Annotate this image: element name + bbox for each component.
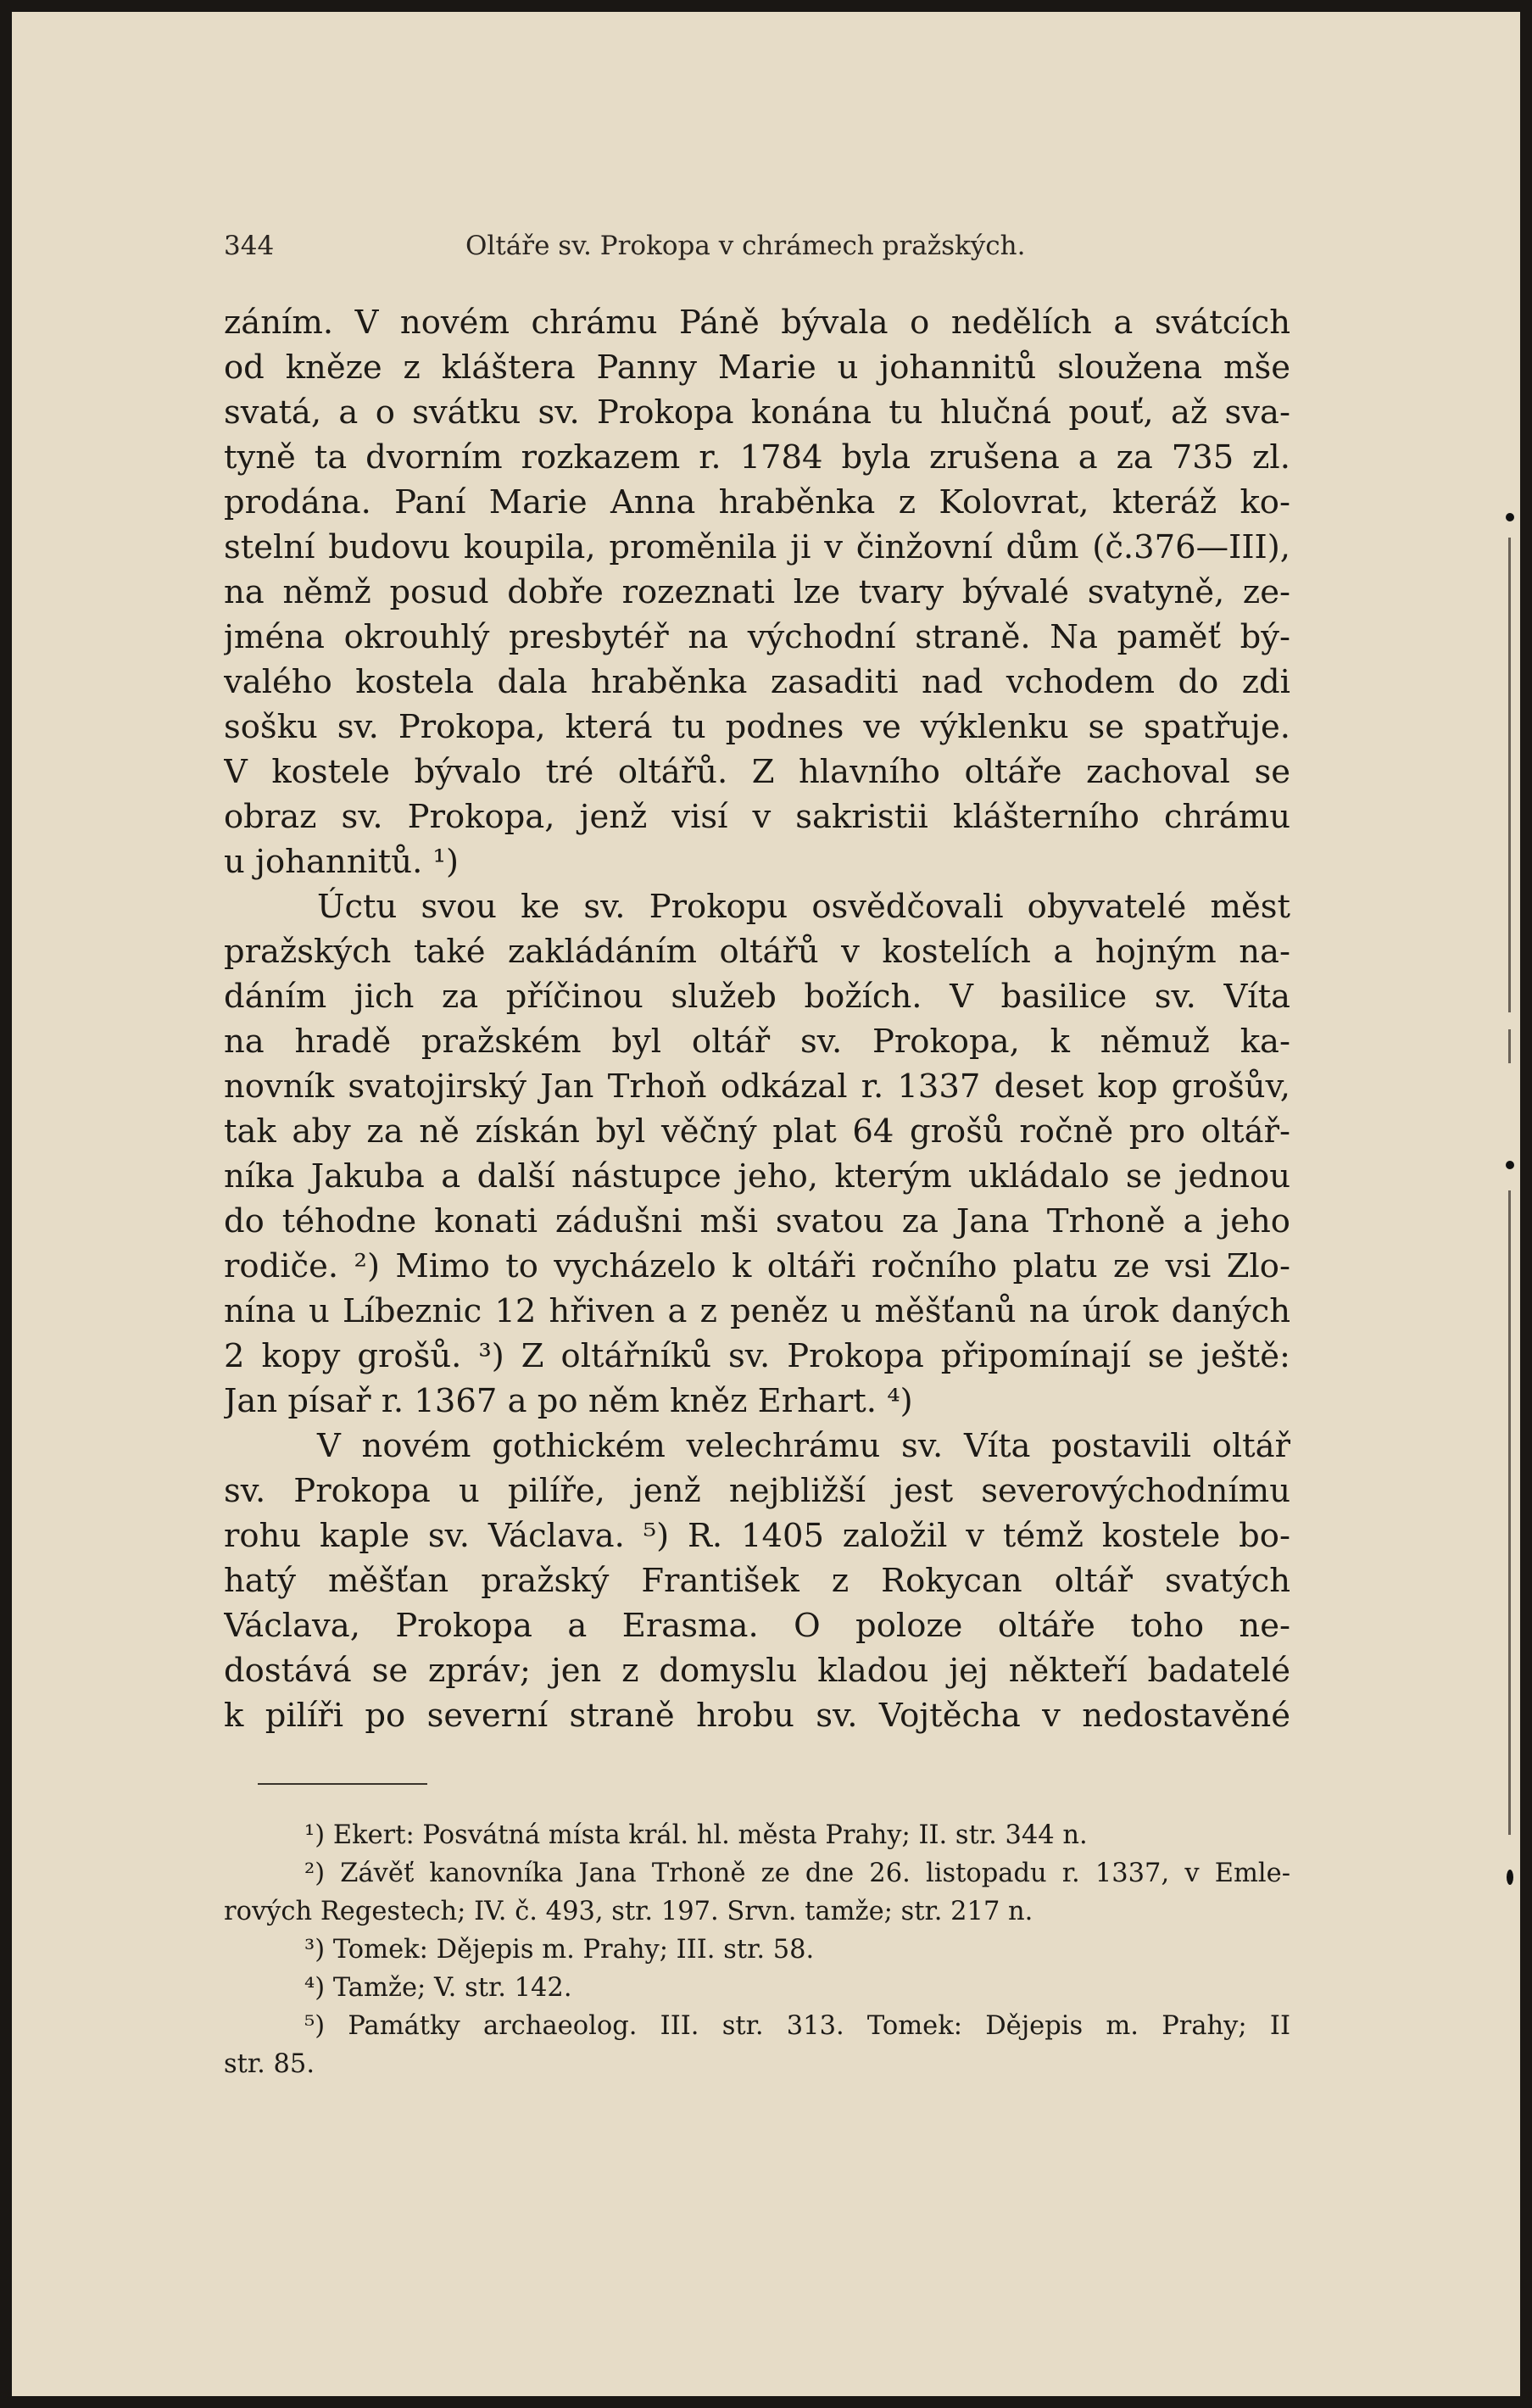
book-page [12, 12, 1520, 2396]
footnote-line: ¹) Ekert: Posvátná místa král. hl. města Prahy; II. str. 344 n. [304, 1820, 1088, 1850]
text-line: záním. V novém chrámu Páně bývala o nedělích a svátcích [224, 304, 1290, 342]
footnote-line: ⁵) Památky archaeolog. III. str. 313. Tomek: Dějepis m. Prahy; II [304, 2011, 1290, 2041]
text-line: nína u Líbeznic 12 hřiven a z peněz u měšťanů na úrok daných [224, 1292, 1290, 1330]
footnote-divider [258, 1783, 427, 1785]
page-header [224, 231, 1072, 273]
footnote-line: ²) Závěť kanovníka Jana Trhoně ze dne 26. listopadu r. 1337, v Emle- [304, 1859, 1290, 1888]
text-line: prodána. Paní Marie Anna hraběnka z Kolovrat, kteráž ko- [224, 483, 1290, 521]
text-line: svatá, a o svátku sv. Prokopa konána tu hlučná pouť, až sva- [224, 393, 1290, 432]
body-text [224, 300, 1290, 1738]
text-line: Úctu svou ke sv. Prokopu osvědčovali obyvatelé měst [317, 888, 1290, 926]
text-line: u johannitů. ¹) [224, 843, 460, 881]
text-line: tak aby za ně získán byl věčný plat 64 grošů ročně pro oltář- [224, 1112, 1290, 1151]
text-line: sošku sv. Prokopa, která tu podnes ve výklenku se spatřuje. [224, 708, 1290, 746]
text-line: hatý měšťan pražský František z Rokycan oltář svatých [224, 1562, 1290, 1600]
text-line: na němž posud dobře rozeznati lze tvary bývalé svatyně, ze- [224, 573, 1290, 611]
text-line: 2 kopy grošů. ³) Z oltářníků sv. Prokopa připomínají se ještě: [224, 1337, 1290, 1375]
text-line: pražských také zakládáním oltářů v kostelích a hojným na- [224, 933, 1290, 971]
text-line: obraz sv. Prokopa, jenž visí v sakristii klášterního chrámu [224, 798, 1290, 836]
footnote-line: ³) Tomek: Dějepis m. Prahy; III. str. 58. [304, 1935, 815, 1965]
text-line: Jan písař r. 1367 a po něm kněz Erhart. ⁴) [224, 1382, 913, 1420]
page-number: 344 [224, 231, 275, 261]
text-line: stelní budovu koupila, proměnila ji v činžovní dům (č.376—III), [224, 528, 1290, 566]
text-line: sv. Prokopa u pilíře, jenž nejbližší jest severovýchodnímu [224, 1472, 1290, 1510]
footnote-line: ⁴) Tamže; V. str. 142. [304, 1973, 572, 2003]
binding-edge-marks [1506, 487, 1514, 1945]
text-line: do téhodne konati zádušni mši svatou za Jana Trhoně a jeho [224, 1202, 1290, 1240]
running-title: Oltáře sv. Prokopa v chrámech pražských. [465, 231, 1026, 261]
text-line: rohu kaple sv. Václava. ⁵) R. 1405 založil v témž kostele bo- [224, 1517, 1290, 1555]
footnotes [224, 1816, 1290, 2083]
text-line: rodiče. ²) Mimo to vycházelo k oltáři ročního platu ze vsi Zlo- [224, 1247, 1290, 1285]
text-line: k pilíři po severní straně hrobu sv. Vojtěcha v nedostavěné [224, 1697, 1290, 1735]
text-line: tyně ta dvorním rozkazem r. 1784 byla zrušena a za 735 zl. [224, 438, 1290, 477]
text-line: V novém gothickém velechrámu sv. Víta postavili oltář [317, 1427, 1290, 1465]
text-line: V kostele bývalo tré oltářů. Z hlavního oltáře zachoval se [224, 753, 1290, 791]
text-line: dostává se zpráv; jen z domyslu kladou jej někteří badatelé [224, 1652, 1290, 1690]
text-line: dáním jich za příčinou služeb božích. V basilice sv. Víta [224, 978, 1290, 1016]
footnote-line: str. 85. [224, 2049, 315, 2079]
text-line: od kněze z kláštera Panny Marie u johannitů sloužena mše [224, 348, 1290, 387]
text-line: valého kostela dala hraběnka zasaditi nad vchodem do zdi [224, 663, 1290, 701]
text-line: na hradě pražském byl oltář sv. Prokopa, k němuž ka- [224, 1023, 1290, 1061]
text-line: Václava, Prokopa a Erasma. O poloze oltáře toho ne- [224, 1607, 1290, 1645]
text-line: jména okrouhlý presbytéř na východní straně. Na paměť bý- [224, 618, 1290, 656]
text-line: novník svatojirský Jan Trhoň odkázal r. 1337 deset kop grošův, [224, 1067, 1290, 1106]
footnote-line: rových Regestech; IV. č. 493, str. 197. Srvn. tamže; str. 217 n. [224, 1897, 1033, 1926]
text-line: níka Jakuba a další nástupce jeho, kterým ukládalo se jednou [224, 1157, 1290, 1196]
